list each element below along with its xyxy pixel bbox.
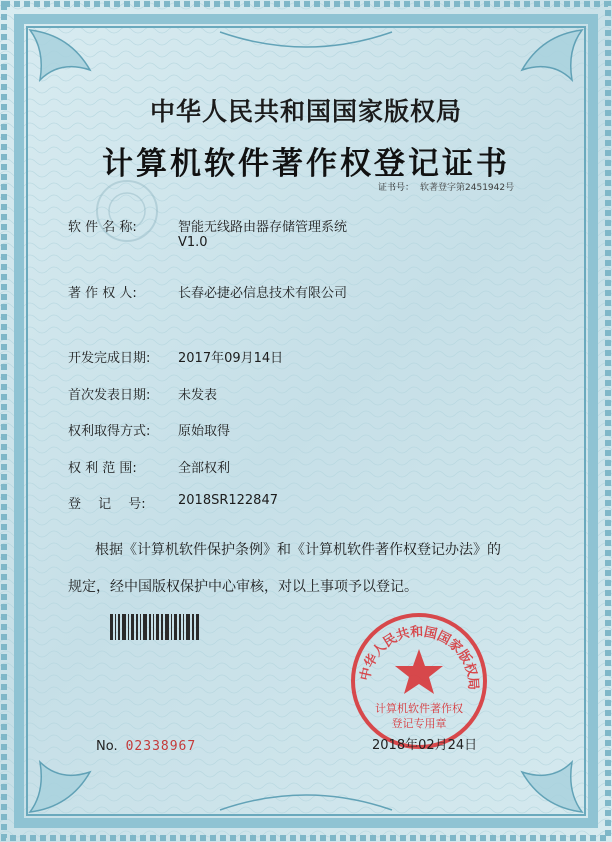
field-label: 首次发表日期: (68, 388, 151, 403)
field-value: 2017年09月14日 (178, 351, 284, 366)
field-rights-scope (68, 457, 230, 476)
field-software-name (68, 216, 347, 250)
barcode (110, 614, 202, 640)
serial-number-label: No. (96, 739, 118, 754)
field-first-publication (68, 384, 217, 403)
seal-inner-line-1: 计算机软件著作权 (375, 702, 463, 715)
field-value: 长春必捷必信息技术有限公司 (178, 286, 348, 301)
field-value: 智能无线路由器存储管理系统 V1.0 (178, 220, 348, 250)
field-label: 著 作 权 人: (68, 286, 137, 301)
field-completion-date (68, 347, 283, 366)
field-label: 权 利 范 围: (68, 461, 137, 476)
seal-inner-line-2: 登记专用章 (391, 717, 447, 730)
field-registration-number (68, 493, 278, 512)
document-title: 计算机软件著作权登记证书 (102, 146, 510, 182)
serial-number (96, 739, 196, 754)
registration-statement (68, 532, 558, 606)
field-label: 权利取得方式: (68, 424, 151, 439)
field-value: 未发表 (178, 388, 218, 403)
field-value: 2018SR122847 (178, 493, 278, 508)
statement-line-2: 规定，经中国版权保护中心审核，对以上事项予以登记。 (68, 579, 418, 595)
issue-date: 2018年02月24日 (372, 738, 478, 753)
statement-line-1: 根据《计算机软件保护条例》和《计算机软件著作权登记办法》的 (95, 542, 501, 558)
field-value: 全部权利 (178, 461, 231, 476)
seal-arc-text: 中华人民共和国国家版权局 (358, 624, 481, 691)
field-label: 登 记 号: (68, 497, 146, 512)
authority-title: 中华人民共和国国家版权局 (149, 97, 462, 126)
field-copyright-owner (68, 282, 347, 301)
certificate-number (378, 180, 514, 193)
field-acquisition-method (68, 420, 230, 439)
certificate-number-value: 软著登字第2451942号 (420, 183, 515, 193)
serial-number-value: 02338967 (125, 739, 197, 754)
field-label: 开发完成日期: (68, 351, 151, 366)
field-value: 原始取得 (178, 424, 231, 439)
certificate-number-label: 证书号： (378, 183, 415, 193)
field-label: 软 件 名 称: (68, 220, 137, 235)
